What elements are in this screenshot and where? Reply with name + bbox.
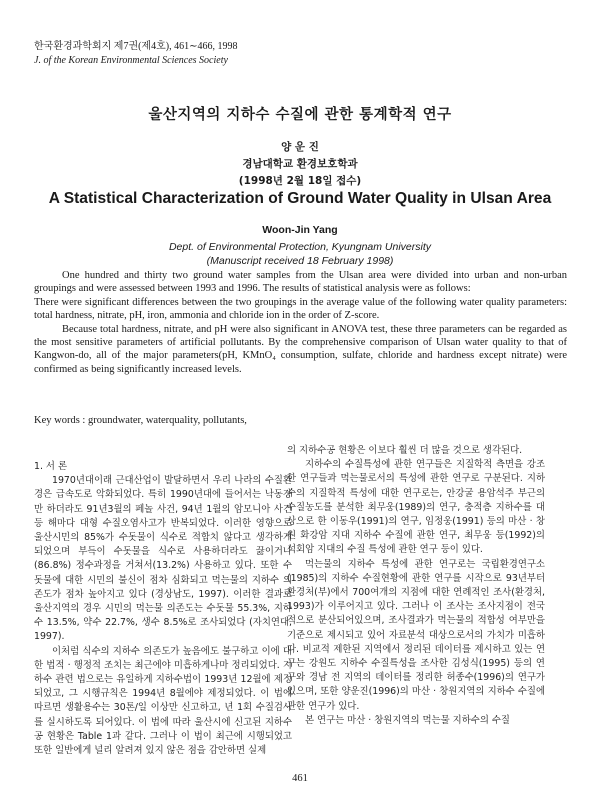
abstract-paragraph-3: Because total hardness, nitrate, and pH were also significant in ANOVA test, these three parameters can be regarded as the most sensitive parameters of artificial pollutants. By the comprehensive comparison of Ulsan water quality to that of Kangwon-do, all of the major parameters(pH, KMnO₄ consumption, sulfate, chloride and hardness except nitrate) were confirmed as being significantly increased levels.	[34, 323, 567, 375]
author-block-english	[0, 223, 600, 267]
section-heading-introduction: 1. 서 론	[34, 461, 68, 472]
title-korean: 울산지역의 지하수 수질에 관한 통계학적 연구	[148, 107, 452, 123]
body-paragraph: 지하수의 수질특성에 관한 연구들은 지질학적 측면을 강조한 연구들과 먹는물로서의 특성에 관한 연구로 구분된다. 지하수의 지질학적 특성에 대한 연구로는, 안강굴 용암석주 부근의 수질농도를 분석한 최무웅(1989)의 연구, 충적층 지하수를 대상으로 한 이동우(1991)의 연구, 임정웅(1991) 등의 마산 · 창원 화강암 지대 지하수 수질에 관한 연구, 최무웅 등(1992)의 석회암 지대의 수질 특성에 관한 연구 등이 있다.	[287, 459, 545, 556]
body-column-right	[287, 444, 545, 728]
page-number: 461	[292, 773, 308, 784]
abstract-paragraph-1: One hundred and thirty two ground water samples from the Ulsan area were divided into urban and non-urban groupings and were assessed between 1993 and 1996. The results of statistical analysis were as follows:	[34, 270, 567, 295]
body-column-left	[34, 460, 292, 758]
body-paragraph: 이처럼 식수의 지하수 의존도가 높음에도 불구하고 이에 대한 법적 · 행정적 조치는 최근에야 미흡하게나마 정리되었다. 지하수 관련 법으로는 유일하게 지하수법이 1993년 12월에 제정되었고, 그 시행규칙은 1994년 8월에야 제정되었다. 이 법에 따르면 생활용수는 30톤/일 이상만 신고하고, 년 1회 수질검사를 실시하도록 되어있다. 이 법에 따라 울산시에 신고된 지하수공 현황은 Table 1과 같다. 그러나 이 법이 최근에 시행되었고 또한 일반에게 널리 알려져 있지 않은 점을 감안하면 실제	[34, 645, 292, 757]
journal-name-en: J. of the Korean Environmental Sciences Society	[34, 55, 228, 66]
body-paragraph: 1970년대이래 근대산업이 발달하면서 우리 나라의 수질환경은 급속도로 악화되었다. 특히 1990년대에 들어서는 낙동강만 하더라도 91년3월의 페놀 사건, 94년 1월의 암모니아 사건 등 해마다 대형 수질오염사고가 반복되었다. 이러한 영향으로 울산시민의 85%가 수돗물이 식수로 적합치 않다고 생각하게 되었으며 부득이 수돗물을 식수로 사용하더라도 끓이거나(86.8%) 정수과정을 거쳐서(13.2%) 사용하고 있다. 또한 수돗물에 대한 시민의 불신이 점차 심화되고 먹는물의 지하수 의존도가 점차 높아지고 있다 (경상남도, 1997). 이러한 결과로 울산지역의 경우 시민의 먹는물 의존도는 수돗물 55.3%, 지하수 13.5%, 약수 22.7%, 생수 8.5%로 조사되었다 (자치연대, 1997).	[34, 475, 292, 643]
author-block-korean	[0, 139, 600, 190]
body-paragraph: 먹는물의 지하수 특성에 관한 연구로는 국립환경연구소(1985)의 지하수 수질현황에 관한 연구를 시작으로 93년부터 환경처(부)에서 700여개의 지점에 대한 연례적인 조사(환경처, 1993)가 이루어지고 있다. 그러나 이 조사는 조사지점이 전국적으로 분산되어있으며, 조사결과가 먹는물의 적합성 여부만을 기준으로 제시되고 있어 자료분석 대상으로서의 가치가 미흡하다. 비교적 제한된 지역에서 정리된 데이터를 제시하고 있는 연구는 강원도 지하수 수질특성을 조사한 김성식(1995) 등의 연구와 경남 전 지역의 데이터를 정리한 허종수(1996)의 연구가 있으며, 또한 양운진(1996)의 마산 · 창원지역의 지하수 수질에 관한 연구가 있다.	[287, 558, 545, 712]
author-name-ko: 양 운 진	[281, 141, 319, 153]
abstract-paragraph-2: There were significant differences between the two groupings in the average value of the following water quality parameters: total hardness, nitrate, pH, iron, ammonia and chloride ion in the order of Z-score.	[34, 296, 567, 322]
affiliation-ko: 경남대학교 환경보호학과	[242, 158, 358, 170]
journal-header	[34, 40, 237, 68]
body-paragraph: 의 지하수공 현황은 이보다 훨씬 더 많을 것으로 생각된다.	[287, 445, 523, 456]
author-name-en: Woon-Jin Yang	[262, 224, 338, 236]
abstract	[34, 269, 567, 376]
received-date-en: (Manuscript received 18 February 1998)	[206, 254, 394, 267]
affiliation-en: Dept. of Environmental Protection, Kyungnam University	[168, 241, 432, 253]
title-english: A Statistical Characterization of Ground Water Quality in Ulsan Area	[48, 190, 552, 207]
body-paragraph: 본 연구는 마산 · 창원지역의 먹는물 지하수의 수질	[305, 714, 510, 726]
keywords: Key words : groundwater, waterquality, pollutants,	[34, 415, 247, 426]
received-date-ko: (1998년 2월 18일 접수)	[238, 175, 362, 187]
journal-citation-ko: 한국환경과학회지 제7권(제4호), 461∼466, 1998	[34, 41, 238, 52]
